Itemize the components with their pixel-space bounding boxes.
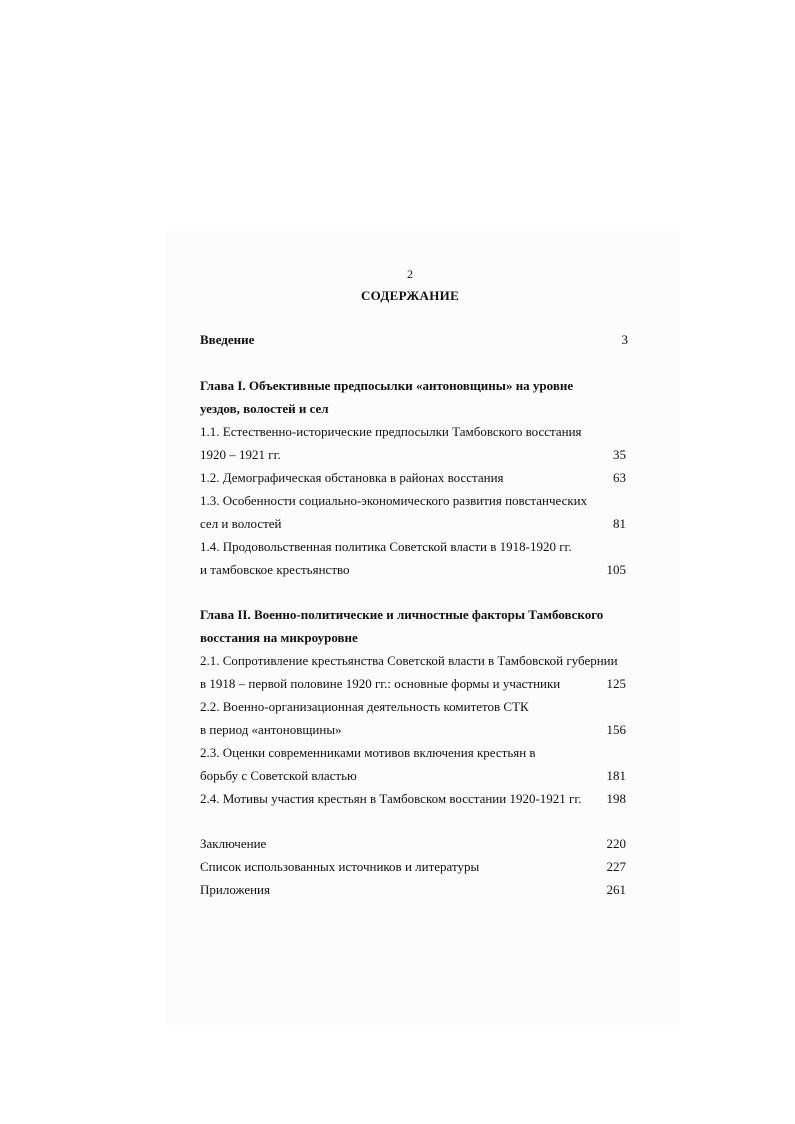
section-1-1-page: 35 <box>613 447 626 462</box>
section-2-2-page: 156 <box>606 722 626 737</box>
section-2-4-line1: 2.4. Мотивы участия крестьян в Тамбовском восстании 1920-1921 гг. <box>200 791 582 806</box>
section-1-4-page: 105 <box>606 562 626 577</box>
chapter2-heading-line2: восстания на микроуровне <box>200 630 358 645</box>
section-1-2-line1: 1.2. Демографическая обстановка в районах восстания <box>200 470 504 485</box>
bibliography-page: 227 <box>606 859 626 874</box>
toc-intro-label: Введение <box>200 332 255 347</box>
section-1-1-line2: 1920 – 1921 гг. <box>200 447 281 462</box>
section-1-3-line1: 1.3. Особенности социально-экономического развития повстанческих <box>200 493 588 508</box>
page-sheet <box>166 230 680 1026</box>
section-2-3-line2: борьбу с Советской властью <box>200 768 357 783</box>
toc-intro-page: 3 <box>621 332 628 347</box>
appendices-page: 261 <box>606 882 626 897</box>
section-2-2-line2: в период «антоновщины» <box>200 722 342 737</box>
section-2-3-page: 181 <box>606 768 626 783</box>
section-1-1-line1: 1.1. Естественно-исторические предпосылки Тамбовского восстания <box>200 424 582 439</box>
section-2-2-line1: 2.2. Военно-организационная деятельность комитетов СТК <box>200 699 529 714</box>
section-1-2-page: 63 <box>613 470 626 485</box>
conclusion-label: Заключение <box>200 836 267 851</box>
section-1-4-line1: 1.4. Продовольственная политика Советской власти в 1918-1920 гг. <box>200 539 572 554</box>
chapter1-heading-line2: уездов, волостей и сел <box>200 401 329 416</box>
section-1-4-line2: и тамбовское крестьянство <box>200 562 350 577</box>
chapter2-heading-line1: Глава II. Военно-политические и личностные факторы Тамбовского <box>200 607 604 622</box>
section-2-1-page: 125 <box>606 676 626 691</box>
section-2-1-line2: в 1918 – первой половине 1920 гг.: основные формы и участники <box>200 676 561 691</box>
section-2-4-page: 198 <box>606 791 626 806</box>
conclusion-page: 220 <box>606 836 626 851</box>
section-1-3-line2: сел и волостей <box>200 516 282 531</box>
chapter1-heading-line1: Глава I. Объективные предпосылки «антоновщины» на уровне <box>200 378 574 393</box>
section-1-3-page: 81 <box>613 516 626 531</box>
section-2-3-line1: 2.3. Оценки современниками мотивов включения крестьян в <box>200 745 536 760</box>
appendices-label: Приложения <box>200 882 270 897</box>
bibliography-label: Список использованных источников и литературы <box>200 859 480 874</box>
page-title: СОДЕРЖАНИЕ <box>360 288 460 303</box>
page-number: 2 <box>407 267 413 281</box>
section-2-1-line1: 2.1. Сопротивление крестьянства Советской власти в Тамбовской губернии <box>200 653 618 668</box>
